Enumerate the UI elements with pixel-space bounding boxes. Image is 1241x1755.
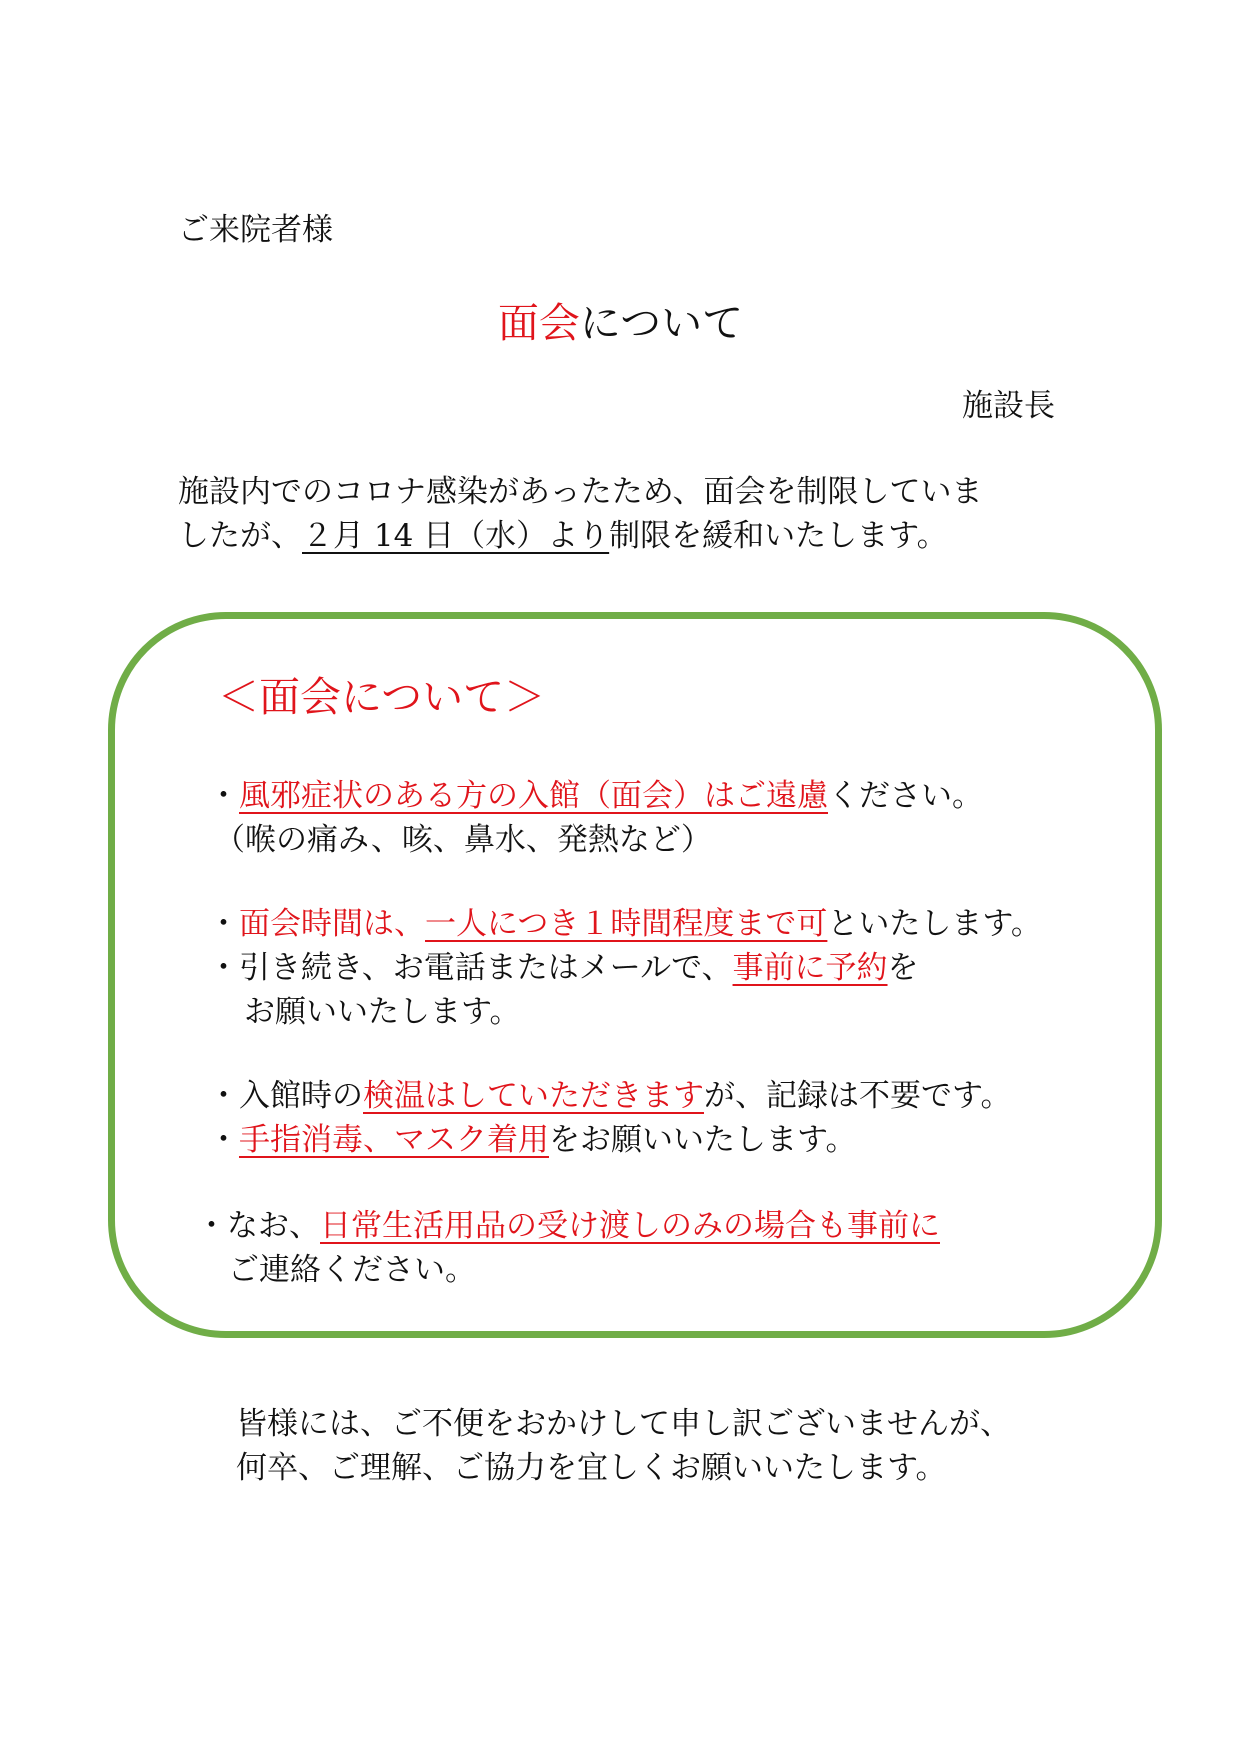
item-text: ・入館時の (208, 1078, 363, 1114)
highlight-text: 検温はしていただきます (363, 1078, 704, 1114)
author: 施設長 (962, 388, 1055, 424)
notice-item-delivery (196, 1200, 940, 1245)
item-text-after: を (887, 950, 919, 986)
bullet: ・ (208, 778, 239, 814)
item-text: といたします。 (827, 906, 1042, 942)
notice-item-reservation-line-2: お願いいたします。 (244, 994, 521, 1030)
notice-item-hygiene (208, 1114, 857, 1159)
closing-line-2: 何卒、ご理解、ご協力を宜しくお願いいたします。 (236, 1450, 947, 1486)
item-text: ください。 (828, 778, 983, 814)
intro-text-after: 制限を緩和いたします。 (609, 518, 948, 554)
intro-line-2 (178, 510, 948, 555)
closing-line-1: 皆様には、ご不便をおかけして申し訳ございませんが、 (236, 1406, 1011, 1442)
bullet: ・ (208, 1122, 239, 1158)
effective-date: ２月 14 日（水）より (302, 518, 610, 554)
item-text: ・なお、 (196, 1208, 320, 1244)
highlight-text-underlined: 一人につき１時間程度まで可 (425, 906, 828, 942)
highlight-text: 事前に予約 (732, 950, 888, 986)
title-rest: について (579, 299, 744, 347)
addressee: ご来院者様 (178, 212, 333, 248)
notice-item-temperature (208, 1070, 1012, 1115)
notice-heading: ＜面会について＞ (218, 673, 546, 721)
intro-line-1: 施設内でのコロナ感染があったため、面会を制限していま (178, 474, 983, 510)
notice-item-symptoms-note: （喉の痛み、咳、鼻水、発熱など） (214, 822, 712, 858)
notice-item-symptoms (208, 770, 983, 815)
highlight-text: 日常生活用品の受け渡しのみの場合も事前に (320, 1208, 940, 1244)
item-text-after: が、記録は不要です。 (704, 1078, 1012, 1114)
highlight-text: 手指消毒、マスク着用 (239, 1122, 549, 1158)
intro-text-before: したが、 (178, 518, 302, 554)
notice-item-reservation (208, 942, 919, 987)
bullet: ・ (208, 906, 239, 942)
highlight-text: 面会時間は、 (239, 906, 425, 942)
page-title (0, 290, 1241, 349)
item-text-after: をお願いいたします。 (549, 1122, 857, 1158)
item-text: ・引き続き、お電話またはメールで、 (208, 950, 733, 986)
highlight-text: 風邪症状のある方の入館（面会）はご遠慮 (239, 778, 828, 814)
notice-item-visit-time (208, 898, 1042, 943)
title-highlight: 面会 (497, 299, 580, 347)
notice-item-delivery-line-2: ご連絡ください。 (228, 1252, 476, 1288)
